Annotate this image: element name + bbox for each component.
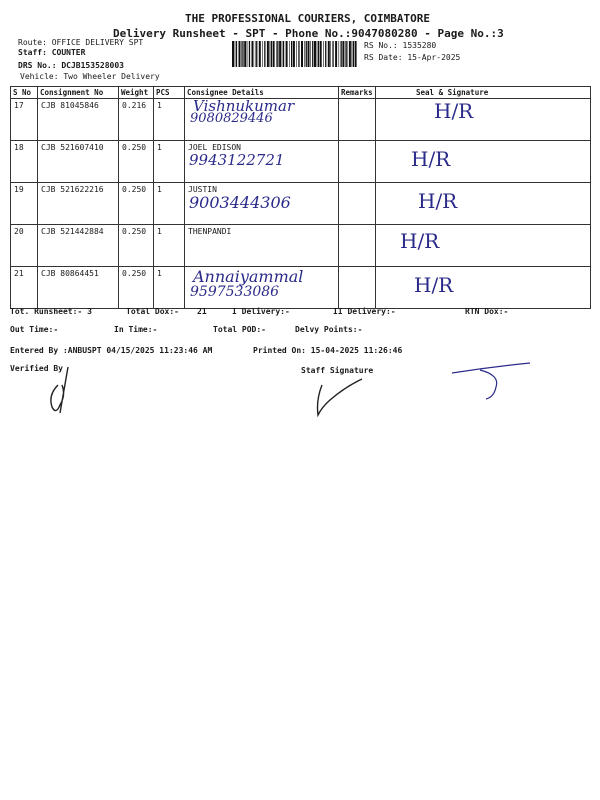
barcode-bar (325, 41, 326, 67)
barcode-bar (276, 41, 277, 67)
barcode-bar (249, 41, 250, 67)
consignment-cell (38, 183, 119, 225)
barcode-bar (330, 41, 331, 67)
barcode-bar (271, 41, 272, 67)
remarks-cell (339, 99, 376, 141)
barcode-bar (293, 41, 295, 67)
barcode-bar (298, 41, 299, 67)
barcode-bar (264, 41, 265, 67)
handwritten-seal: H/R (434, 99, 474, 123)
route-label: Route: OFFICE DELIVERY SPT (18, 38, 144, 47)
total-dox-label: Total Dox:- (126, 307, 179, 316)
total-dox-value: 21 (197, 307, 207, 316)
seal-cell (376, 267, 591, 309)
barcode-bar (232, 41, 234, 67)
consignment-cell (38, 141, 119, 183)
barcode-bar (353, 41, 354, 67)
i-delivery-label: I Delivery:- (232, 307, 290, 316)
sno-cell (11, 183, 38, 225)
col-consignee-header: Consignee Details (185, 87, 339, 99)
barcode-bar (346, 41, 347, 67)
pcs-text: 1 (157, 227, 162, 236)
handwritten-phone: 9080829446 (190, 111, 273, 126)
barcode-bar (341, 41, 342, 67)
staff-signature-label: Staff Signature (301, 366, 374, 375)
pcs-text: 1 (157, 185, 162, 194)
staff-label: Staff: COUNTER (18, 48, 86, 57)
remarks-cell (339, 225, 376, 267)
total-pod-label: Total POD:- (213, 325, 266, 334)
handwritten-name: Vishnukumar (193, 98, 295, 115)
pcs-cell (154, 99, 185, 141)
handwritten-seal: H/R (411, 147, 451, 171)
weight-text: 0.250 (122, 227, 147, 236)
barcode-bar (244, 41, 246, 67)
weight-cell (119, 141, 154, 183)
barcode-bar (236, 41, 237, 67)
delvy-points-label: Delvy Points:- (295, 325, 363, 334)
barcode-bar (256, 41, 257, 67)
remarks-cell (339, 267, 376, 309)
drs-number: DRS No.: DCJB153528003 (18, 61, 124, 70)
rs-number: RS No.: 1535280 (364, 41, 437, 50)
weight-text: 0.216 (122, 101, 147, 110)
barcode-bar (283, 41, 284, 67)
out-time-label: Out Time:- (10, 325, 59, 334)
barcode-bar (306, 41, 307, 67)
rtn-dox-label: RTN Dox:- (465, 307, 509, 316)
barcode-bar (273, 41, 275, 67)
table-row (11, 267, 591, 309)
consignee-cell (185, 225, 339, 267)
company-title: THE PROFESSIONAL COURIERS, COIMBATORE (185, 12, 431, 25)
consignment-cell (38, 267, 119, 309)
table-row (11, 141, 591, 183)
handwritten-seal: H/R (418, 189, 458, 213)
runsheet-table (10, 86, 591, 309)
col-weight-header: Weight (119, 87, 154, 99)
barcode-bar (328, 41, 330, 67)
sno-text: 20 (14, 227, 24, 236)
col-seal-header: Seal & Signature (376, 87, 591, 99)
handwritten-signatures (0, 355, 600, 455)
supervisor-signature (452, 363, 530, 399)
barcode-bar (349, 41, 351, 67)
rs-date: RS Date: 15-Apr-2025 (364, 53, 461, 62)
table-row (11, 99, 591, 141)
barcode-bar (252, 41, 254, 67)
barcode-bar (352, 41, 353, 67)
barcode-bar (270, 41, 271, 67)
barcode-bar (314, 41, 316, 67)
barcode-bar (255, 41, 256, 67)
consignee-text: JOEL EDISON (188, 143, 241, 152)
seal-cell (376, 99, 591, 141)
barcode-bar (342, 41, 344, 67)
handwritten-seal: H/R (400, 229, 440, 253)
weight-cell (119, 267, 154, 309)
verifier-signature (51, 367, 68, 413)
barcode-bar (259, 41, 261, 67)
pcs-text: 1 (157, 143, 162, 152)
handwritten-name: Annaiyammal (193, 267, 304, 286)
pcs-cell (154, 141, 185, 183)
barcode-bar (355, 41, 357, 67)
printed-on: Printed On: 15-04-2025 11:26:46 (253, 346, 403, 355)
sno-text: 21 (14, 269, 24, 278)
pcs-cell (154, 267, 185, 309)
barcode-bar (242, 41, 243, 67)
barcode-bar (277, 41, 278, 67)
barcode-bar (301, 41, 303, 67)
col-sno-header: S No (11, 87, 38, 99)
table-row (11, 225, 591, 267)
barcode-bar (279, 41, 281, 67)
remarks-cell (339, 183, 376, 225)
consignment-text: CJB 521442884 (41, 227, 104, 236)
sno-text: 17 (14, 101, 24, 110)
barcode-bar (262, 41, 263, 67)
col-pcs-header: PCS (154, 87, 185, 99)
sno-cell (11, 267, 38, 309)
consignment-text: CJB 80864451 (41, 269, 99, 278)
consignee-cell (185, 267, 339, 309)
consignment-cell (38, 225, 119, 267)
table-row (11, 183, 591, 225)
barcode-bar (247, 41, 248, 67)
consignee-cell (185, 99, 339, 141)
barcode-bar (323, 41, 324, 67)
weight-cell (119, 225, 154, 267)
barcode-bar (239, 41, 241, 67)
barcode-bar (282, 41, 283, 67)
handwritten-phone: 9597533086 (190, 284, 280, 300)
consignee-cell (185, 183, 339, 225)
barcode-bar (304, 41, 305, 67)
weight-text: 0.250 (122, 185, 147, 194)
table-header-row (11, 87, 591, 99)
handwritten-phone: 9003444306 (189, 193, 291, 212)
barcode-bar (320, 41, 322, 67)
consignment-cell (38, 99, 119, 141)
remarks-cell (339, 141, 376, 183)
sno-cell (11, 225, 38, 267)
sno-text: 18 (14, 143, 24, 152)
barcode-bar (296, 41, 297, 67)
weight-cell (119, 183, 154, 225)
handwritten-phone: 9943122721 (189, 151, 285, 169)
barcode-bar (318, 41, 319, 67)
ii-delivery-label: II Delivery:- (333, 307, 396, 316)
pcs-text: 1 (157, 269, 162, 278)
in-time-label: In Time:- (114, 325, 158, 334)
verified-by-label: Verified By (10, 364, 63, 373)
pcs-cell (154, 225, 185, 267)
col-consignment-header: Consignment No (38, 87, 119, 99)
barcode-bar (332, 41, 333, 67)
vehicle-label: Vehicle: Two Wheeler Delivery (20, 72, 160, 81)
consignment-text: CJB 521607410 (41, 143, 104, 152)
consignee-cell (185, 141, 339, 183)
col-remarks-header: Remarks (339, 87, 376, 99)
sno-cell (11, 141, 38, 183)
barcode-bar (291, 41, 292, 67)
barcode-bar (310, 41, 311, 67)
seal-cell (376, 225, 591, 267)
seal-cell (376, 141, 591, 183)
barcode-bar (308, 41, 310, 67)
barcode-bar (312, 41, 313, 67)
consignee-text: JUSTIN (188, 185, 217, 194)
barcode-bar (339, 41, 340, 67)
barcode-bar (289, 41, 290, 67)
consignee-text: THENPANDI (188, 227, 232, 236)
weight-cell (119, 99, 154, 141)
barcode-bar (267, 41, 269, 67)
pcs-cell (154, 183, 185, 225)
barcode-bar (335, 41, 337, 67)
barcode-bar (317, 41, 318, 67)
barcode-image (232, 41, 357, 67)
barcode-bar (235, 41, 236, 67)
consignment-text: CJB 81045846 (41, 101, 99, 110)
handwritten-seal: H/R (414, 273, 454, 297)
consignment-text: CJB 521622216 (41, 185, 104, 194)
runsheet-subtitle: Delivery Runsheet - SPT - Phone No.:9047080280 - Page No.:3 (113, 27, 504, 40)
barcode-bar (286, 41, 288, 67)
barcode-bar (241, 41, 242, 67)
tot-runsheet: Tot. Runsheet:- 3 (10, 307, 92, 316)
pcs-text: 1 (157, 101, 162, 110)
weight-text: 0.250 (122, 143, 147, 152)
barcode-bar (345, 41, 346, 67)
seal-cell (376, 183, 591, 225)
staff-signature-mark (318, 379, 363, 415)
weight-text: 0.250 (122, 269, 147, 278)
entered-by: Entered By :ANBUSPT 04/15/2025 11:23:46 AM (10, 346, 213, 355)
sno-cell (11, 99, 38, 141)
sno-text: 19 (14, 185, 24, 194)
